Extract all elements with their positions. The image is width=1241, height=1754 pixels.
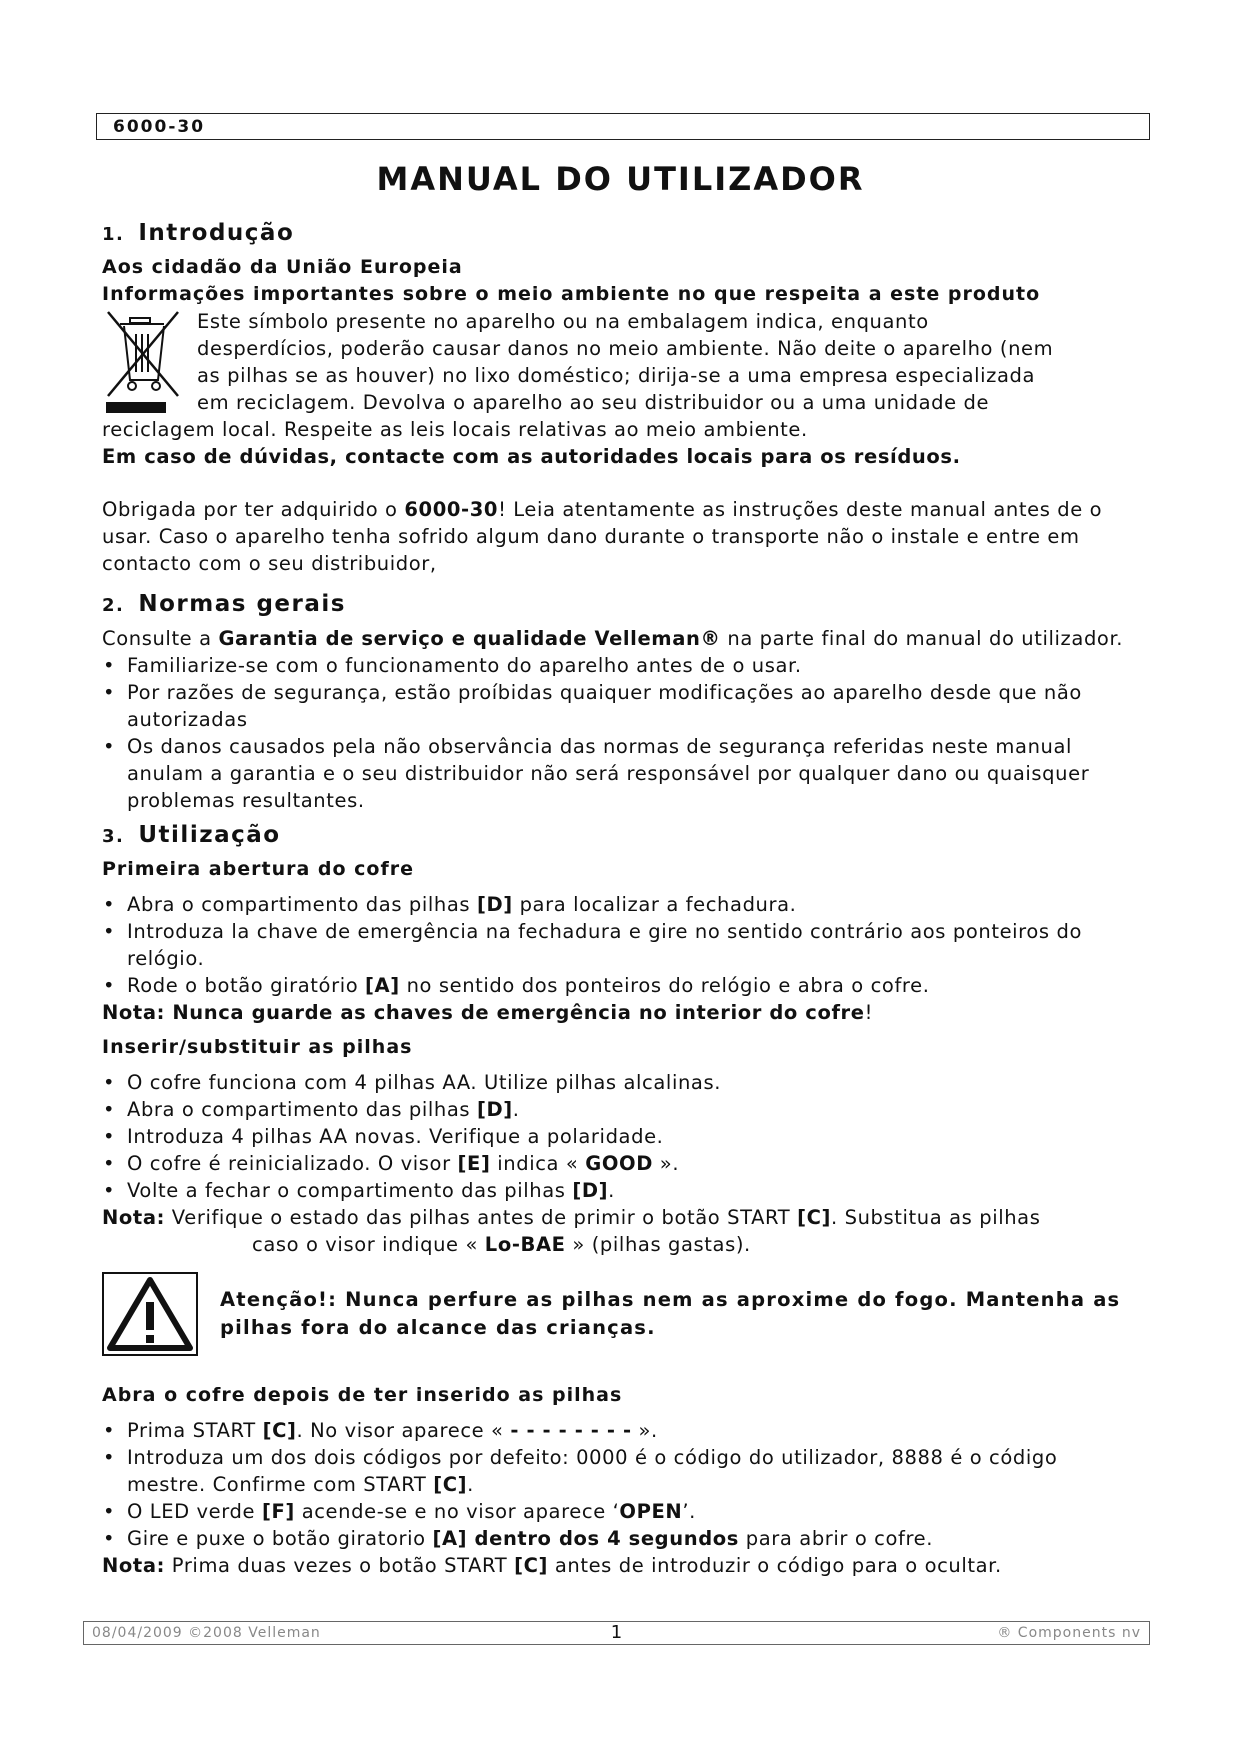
weee-bin-icon <box>102 308 197 416</box>
weee-text-continued: reciclagem local. Respeite as leis locais relativas ao meio ambiente. <box>102 418 808 441</box>
environment-info-heading: Informações importantes sobre o meio ambiente no que respeita a este produto <box>102 283 1041 305</box>
batteries-heading: Inserir/substituir as pilhas <box>102 1036 413 1058</box>
section-1-heading: 1. Introdução <box>102 220 295 246</box>
weee-text: Este símbolo presente no aparelho ou na embalagem indica, enquanto desperdícios, poderão causar danos no meio ambiente. Não deite o aparelho (nem as pilhas se as houver) no lixo doméstico; dirija-se a uma empresa especializada em reciclagem. Devolva o aparelho ao seu distribuidor ou a uma unidade de <box>197 310 1054 414</box>
list-item: • O cofre funciona com 4 pilhas AA. Utilize pilhas alcalinas. <box>102 1069 1142 1096</box>
list-item: • Abra o compartimento das pilhas [D] para localizar a fechadura. <box>102 891 1142 918</box>
battery-warning-text: Atenção!: Nunca perfure as pilhas nem as aproxime do fogo. Mantenha as pilhas fora do alcance das crianças. <box>220 1288 1121 1339</box>
list-item: • Por razões de segurança, estão proíbidas quaiquer modificações ao aparelho desde que não autorizadas <box>102 679 1142 733</box>
eu-citizens-heading: Aos cidadão da União Europeia <box>102 256 463 278</box>
list-item: • Os danos causados pela não observância das normas de segurança referidas neste manual anulam a garantia e o seu distribuidor não será responsável por qualquer dano ou quaisquer problemas resultantes. <box>102 733 1142 814</box>
list-item: • Introduza um dos dois códigos por defeito: 0000 é o código do utilizador, 8888 é o código mestre. Confirme com START [C]. <box>102 1444 1142 1498</box>
open-safe-heading: Abra o cofre depois de ter inserido as pilhas <box>102 1384 623 1406</box>
warning-block <box>102 1272 1142 1356</box>
list-item: • Prima START [C]. No visor aparece « - - - - - - - - ». <box>102 1417 1142 1444</box>
hide-code-note: Nota: Prima duas vezes o botão START [C] antes de introduzir o código para o ocultar. <box>102 1554 1002 1577</box>
list-item: • Rode o botão giratório [A] no sentido dos ponteiros do relógio e abra o cofre. <box>102 972 1142 999</box>
header-box <box>96 113 1150 140</box>
battery-check-note: Nota: Verifique o estado das pilhas antes de primir o botão START [C]. Substitua as pilhas <box>102 1206 1041 1229</box>
list-item: • Volte a fechar o compartimento das pilhas [D]. <box>102 1177 1142 1204</box>
section-3-heading: 3. Utilização <box>102 822 281 848</box>
weee-block <box>102 308 1142 416</box>
product-code: 6000-30 <box>113 117 206 137</box>
list-item: • Gire e puxe o botão giratorio [A] dentro dos 4 segundos para abrir o cofre. <box>102 1525 1142 1552</box>
battery-check-note-continued: caso o visor indique « Lo-BAE » (pilhas gastas). <box>252 1233 751 1256</box>
local-authorities-note: Em caso de dúvidas, contacte com as autoridades locais para os resíduos. <box>102 445 961 468</box>
warning-triangle-icon <box>102 1272 198 1356</box>
list-item: • Introduza la chave de emergência na fechadura e gire no sentido contrário aos ponteiros do relógio. <box>102 918 1142 972</box>
list-item: • Introduza 4 pilhas AA novas. Verifique a polaridade. <box>102 1123 1142 1150</box>
page-number: 1 <box>610 1622 623 1643</box>
footer-date-copyright: 08/04/2009 ©2008 Velleman <box>92 1625 321 1641</box>
page-title: MANUAL DO UTILIZADOR <box>376 160 865 198</box>
list-item: • Familiarize-se com o funcionamento do aparelho antes de o usar. <box>102 652 1142 679</box>
list-item: • Abra o compartimento das pilhas [D]. <box>102 1096 1142 1123</box>
thanks-paragraph: Obrigada por ter adquirido o 6000-30! Leia atentamente as instruções deste manual antes de o usar. Caso o aparelho tenha sofrido algum dano durante o transporte não o instale e entre em contacto com o seu distribuidor, <box>102 498 1103 575</box>
document-body <box>102 220 1142 1579</box>
list-item: • O cofre é reinicializado. O visor [E] indica « GOOD ». <box>102 1150 1142 1177</box>
list-item: • O LED verde [F] acende-se e no visor aparece ‘OPEN’. <box>102 1498 1142 1525</box>
emergency-keys-note: Nota: Nunca guarde as chaves de emergência no interior do cofre! <box>102 1001 873 1024</box>
first-opening-heading: Primeira abertura do cofre <box>102 858 415 880</box>
warranty-paragraph: Consulte a Garantia de serviço e qualidade Velleman® na parte final do manual do utilizador. <box>102 627 1124 650</box>
section-2-heading: 2. Normas gerais <box>102 591 346 617</box>
footer-box <box>83 1621 1150 1645</box>
footer-company: ® Components nv <box>997 1625 1141 1641</box>
